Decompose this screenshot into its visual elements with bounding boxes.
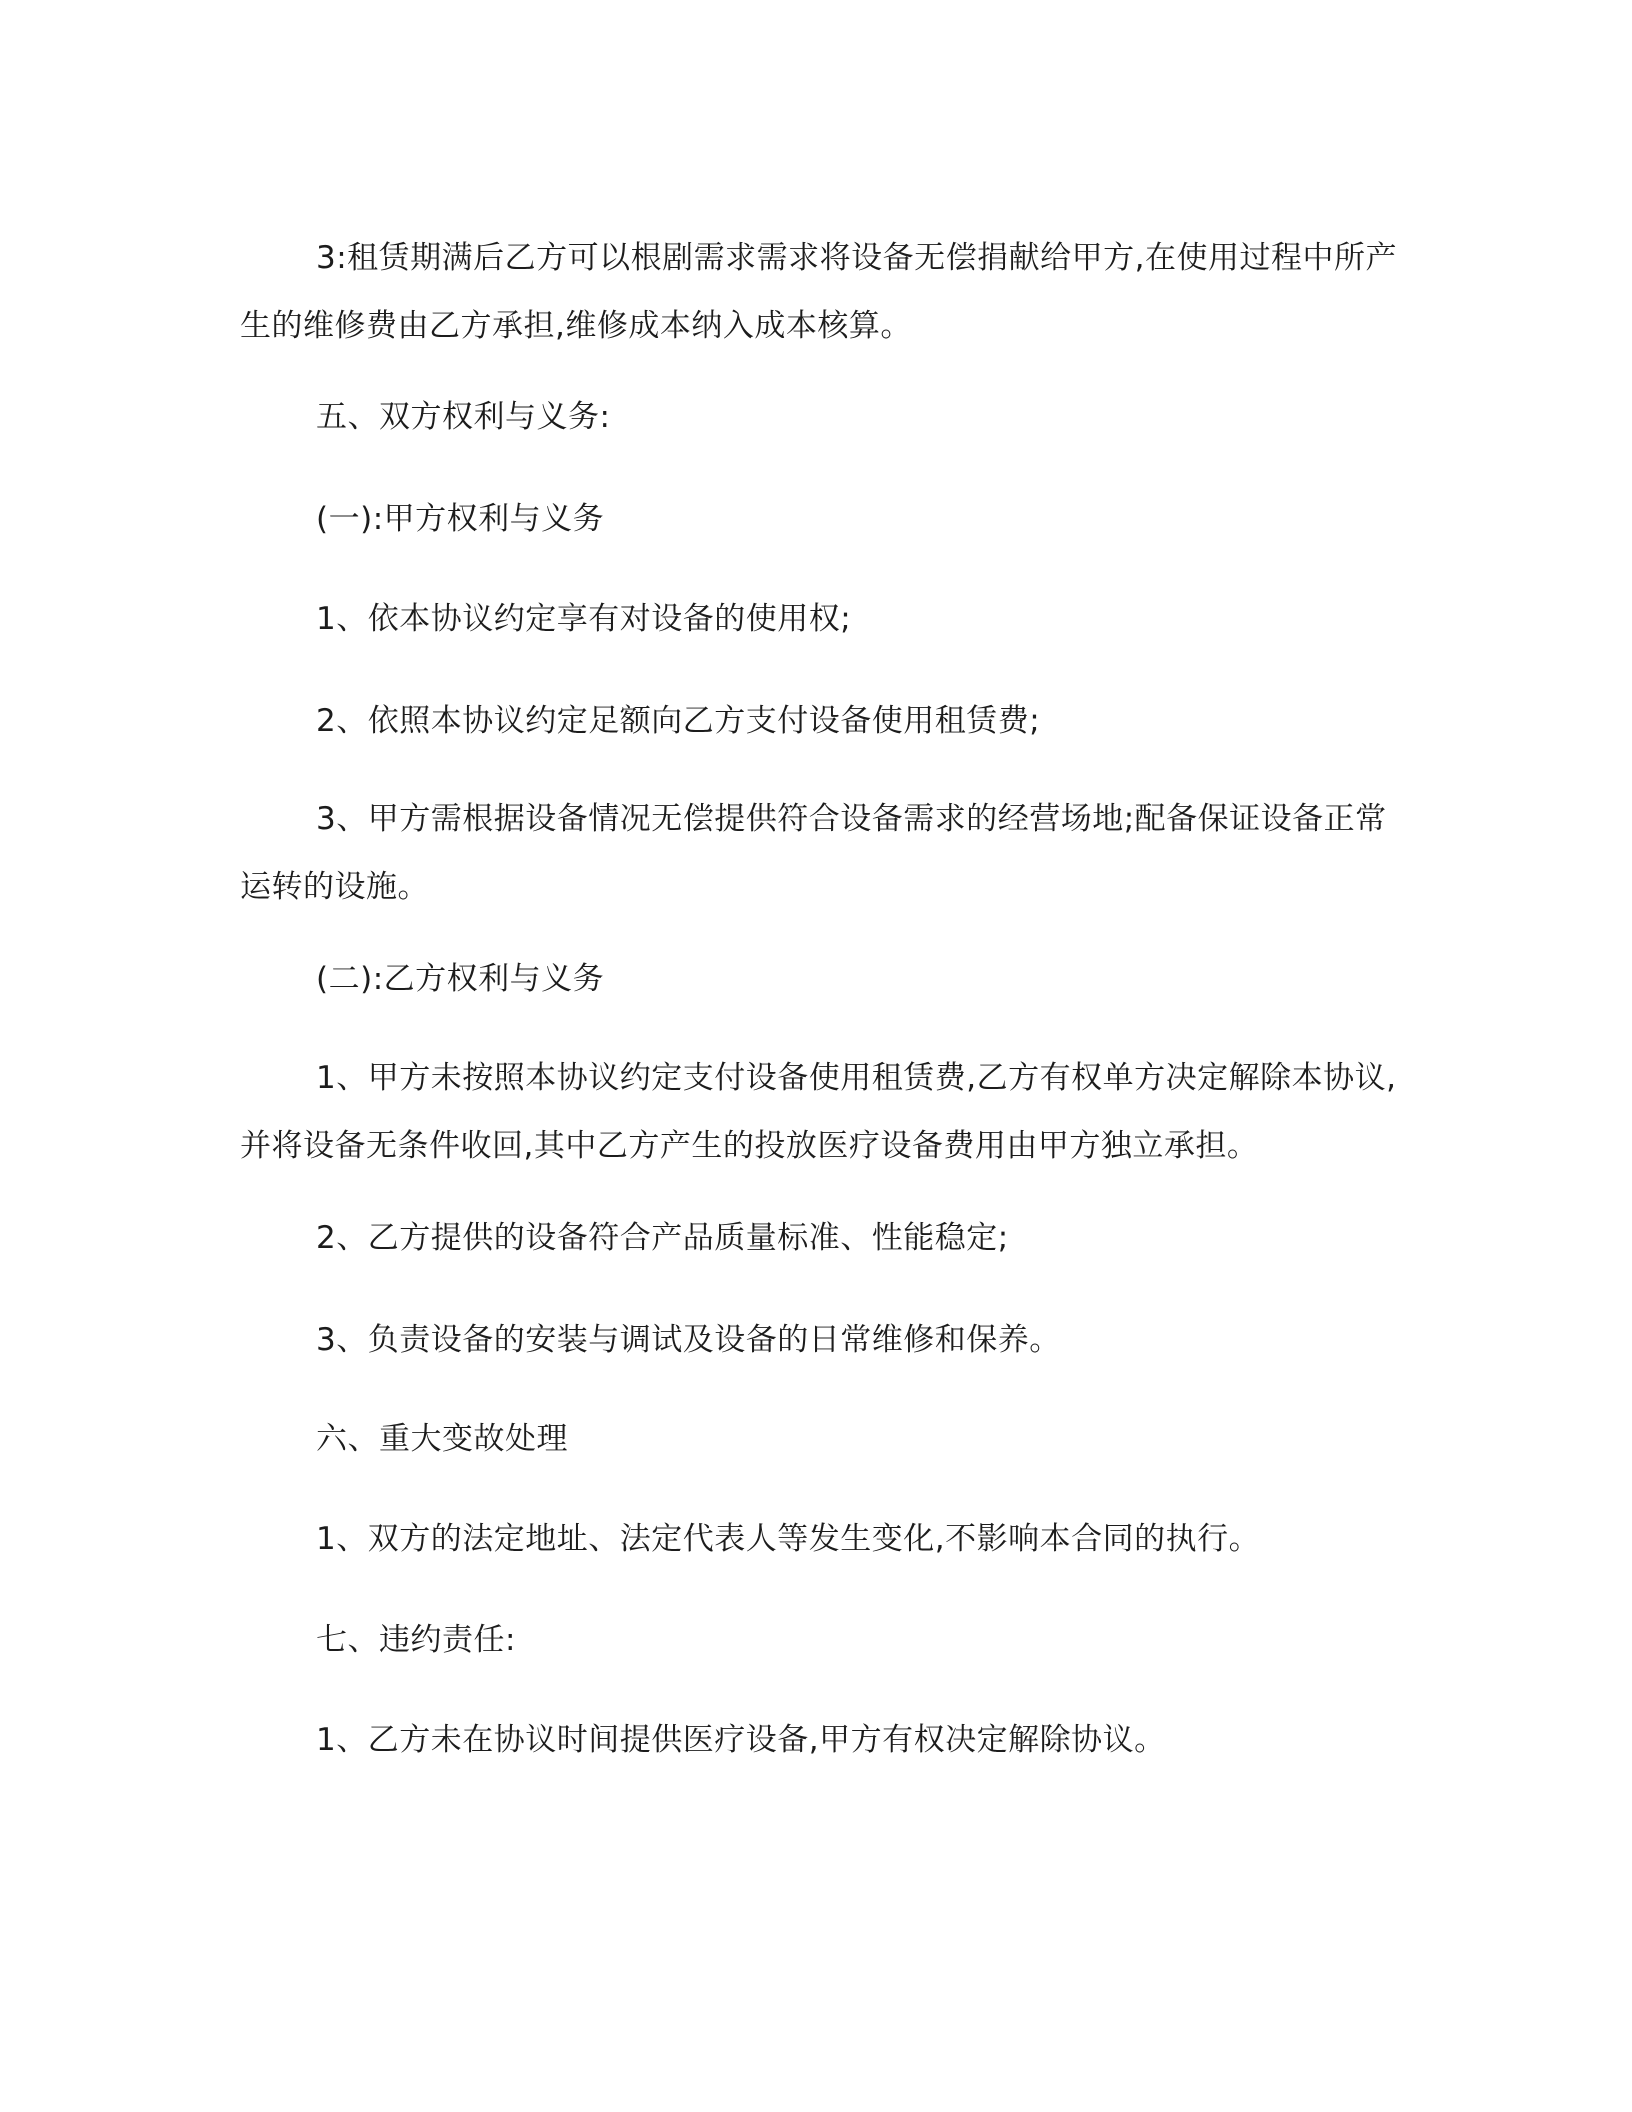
paragraph-party-b-item-2: 2、乙方提供的设备符合产品质量标准、性能稳定;	[316, 1220, 1009, 1256]
paragraph-section-six-item-1: 1、双方的法定地址、法定代表人等发生变化,不影响本合同的执行。	[316, 1521, 1261, 1557]
paragraph-section-seven-item-1: 1、乙方未在协议时间提供医疗设备,甲方有权决定解除协议。	[316, 1722, 1166, 1758]
heading-section-five: 五、双方权利与义务:	[316, 399, 611, 435]
paragraph-party-b-item-3: 3、负责设备的安装与调试及设备的日常维修和保养。	[316, 1322, 1061, 1358]
heading-party-a-rights: (一):甲方权利与义务	[316, 501, 605, 537]
paragraph-party-b-item-1: 1、甲方未按照本协议约定支付设备使用租赁费,乙方有权单方决定解除本协议,并将设备无条件收回,其中乙方产生的投放医疗设备费用由甲方独立承担。	[240, 1060, 1397, 1164]
heading-party-b-rights: (二):乙方权利与义务	[316, 961, 605, 997]
paragraph-party-a-item-1: 1、依本协议约定享有对设备的使用权;	[316, 601, 852, 637]
paragraph-party-a-item-3: 3、甲方需根据设备情况无偿提供符合设备需求的经营场地;配备保证设备正常运转的设施。	[240, 801, 1387, 905]
paragraph-party-a-item-2: 2、依照本协议约定足额向乙方支付设备使用租赁费;	[316, 703, 1041, 739]
paragraph-lease-expiry: 3:租赁期满后乙方可以根剧需求需求将设备无偿捐献给甲方,在使用过程中所产生的维修费由乙方承担,维修成本纳入成本核算。	[240, 240, 1398, 344]
heading-section-six: 六、重大变故处理	[316, 1421, 568, 1457]
heading-section-seven: 七、违约责任:	[316, 1622, 516, 1658]
